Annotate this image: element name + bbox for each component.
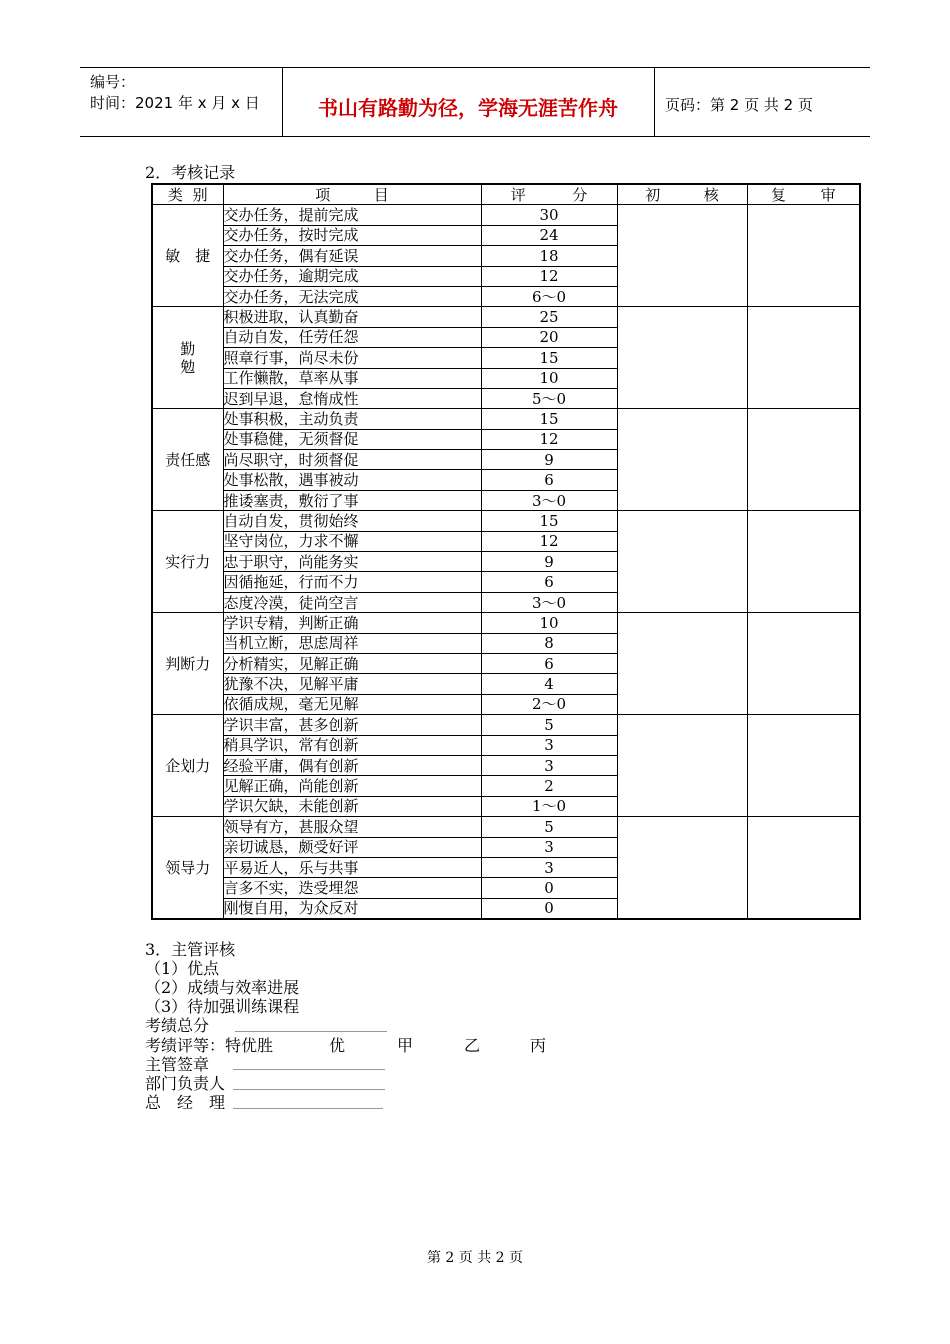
assessment-table (151, 183, 861, 920)
initial-review-cell[interactable] (617, 613, 747, 715)
dept-head-signature-line[interactable] (233, 1089, 385, 1090)
item-cell: 学识丰富，甚多创新 (223, 715, 481, 735)
item-cell: 迟到早退，怠惰成性 (223, 388, 481, 408)
final-review-cell[interactable] (747, 409, 860, 511)
final-review-cell[interactable] (747, 307, 860, 409)
table-row (152, 307, 860, 327)
score-cell: 6 (481, 572, 617, 592)
score-cell: 0 (481, 878, 617, 898)
item-cell: 工作懒散，草率从事 (223, 368, 481, 388)
header-item: 项 目 (223, 184, 481, 205)
final-review-cell[interactable] (747, 613, 860, 715)
item-cell: 分析精实，见解正确 (223, 653, 481, 673)
grade-option-2: 甲 (397, 1036, 414, 1055)
supervisor-signature-line[interactable] (233, 1069, 385, 1070)
category-cell: 领导力 (152, 817, 223, 919)
item-cell: 交办任务，偶有延误 (223, 246, 481, 266)
final-review-cell[interactable] (747, 715, 860, 817)
item-cell: 处事稳健，无须督促 (223, 429, 481, 449)
dept-head-label: 部门负责人 (145, 1074, 226, 1093)
score-cell: 20 (481, 327, 617, 347)
item-cell: 交办任务，提前完成 (223, 205, 481, 225)
section2-title: 2．考核记录 (145, 163, 236, 182)
score-cell: 6～0 (481, 286, 617, 306)
score-cell: 0 (481, 898, 617, 919)
score-cell: 24 (481, 225, 617, 245)
date-label: 时间：2021 年 x 月 x 日 (90, 94, 260, 112)
item-cell: 领导有方，甚服众望 (223, 817, 481, 837)
table-row (152, 715, 860, 735)
section3-item-1: （1）优点 (145, 959, 220, 978)
score-cell: 2～0 (481, 694, 617, 714)
grade-option-4: 丙 (530, 1036, 547, 1055)
score-cell: 12 (481, 531, 617, 551)
score-cell: 15 (481, 409, 617, 429)
category-cell: 勤 勉 (152, 307, 223, 409)
table-row (152, 205, 860, 225)
item-cell: 言多不实，迭受埋怨 (223, 878, 481, 898)
item-cell: 积极进取，认真勤奋 (223, 307, 481, 327)
score-cell: 8 (481, 633, 617, 653)
header-category: 类 别 (152, 184, 223, 205)
section3-item-3: （3）待加强训练课程 (145, 997, 300, 1016)
item-cell: 照章行事，尚尽未份 (223, 348, 481, 368)
category-cell: 责任感 (152, 409, 223, 511)
section3-item-2: （2）成绩与效率进展 (145, 978, 300, 997)
score-cell: 9 (481, 552, 617, 572)
item-cell: 坚守岗位，力求不懈 (223, 531, 481, 551)
score-cell: 3～0 (481, 490, 617, 510)
score-cell: 4 (481, 674, 617, 694)
header-initial: 初 核 (617, 184, 747, 205)
final-review-cell[interactable] (747, 511, 860, 613)
initial-review-cell[interactable] (617, 307, 747, 409)
category-cell: 敏 捷 (152, 205, 223, 307)
item-cell: 尚尽职守，时须督促 (223, 450, 481, 470)
score-cell: 12 (481, 429, 617, 449)
score-cell: 6 (481, 653, 617, 673)
item-cell: 依循成规，毫无见解 (223, 694, 481, 714)
item-cell: 态度冷漠，徒尚空言 (223, 592, 481, 612)
total-score-line[interactable] (235, 1031, 387, 1032)
grade-option-3: 乙 (464, 1036, 481, 1055)
table-row (152, 613, 860, 633)
score-cell: 30 (481, 205, 617, 225)
score-cell: 10 (481, 368, 617, 388)
initial-review-cell[interactable] (617, 817, 747, 919)
score-cell: 3 (481, 857, 617, 877)
category-cell: 实行力 (152, 511, 223, 613)
item-cell: 交办任务，无法完成 (223, 286, 481, 306)
table-row (152, 511, 860, 531)
grade-option-1: 优 (329, 1036, 346, 1055)
number-label: 编号： (90, 73, 136, 91)
item-cell: 刚愎自用，为众反对 (223, 898, 481, 919)
header-score: 评 分 (481, 184, 617, 205)
score-cell: 5 (481, 817, 617, 837)
motto: 书山有路勤为径，学海无涯苦作舟 (318, 96, 618, 120)
item-cell: 稍具学识，常有创新 (223, 735, 481, 755)
item-cell: 自动自发，任劳任怨 (223, 327, 481, 347)
section3-title: 3．主管评核 (145, 940, 236, 959)
item-cell: 当机立断，思虑周祥 (223, 633, 481, 653)
page-header (80, 67, 870, 137)
item-cell: 见解正确，尚能创新 (223, 776, 481, 796)
item-cell: 忠于职守，尚能务实 (223, 552, 481, 572)
item-cell: 自动自发，贯彻始终 (223, 511, 481, 531)
score-cell: 12 (481, 266, 617, 286)
score-cell: 2 (481, 776, 617, 796)
score-cell: 3 (481, 755, 617, 775)
category-cell: 企划力 (152, 715, 223, 817)
initial-review-cell[interactable] (617, 409, 747, 511)
gm-signature-line[interactable] (233, 1108, 383, 1109)
header-motto-cell (282, 68, 655, 136)
header-review: 复 审 (747, 184, 860, 205)
item-cell: 亲切诚恳，颇受好评 (223, 837, 481, 857)
initial-review-cell[interactable] (617, 205, 747, 307)
score-cell: 25 (481, 307, 617, 327)
score-cell: 1～0 (481, 796, 617, 816)
page-info: 页码：第 2 页 共 2 页 (665, 96, 813, 114)
header-right-cell (655, 68, 870, 136)
initial-review-cell[interactable] (617, 511, 747, 613)
grade-label: 考绩评等：特优胜 (145, 1036, 274, 1055)
item-cell: 推诿塞责，敷衍了事 (223, 490, 481, 510)
final-review-cell[interactable] (747, 817, 860, 919)
item-cell: 处事松散，遇事被动 (223, 470, 481, 490)
score-cell: 3 (481, 735, 617, 755)
score-cell: 15 (481, 348, 617, 368)
score-cell: 9 (481, 450, 617, 470)
score-cell: 18 (481, 246, 617, 266)
item-cell: 学识欠缺，未能创新 (223, 796, 481, 816)
score-cell: 5 (481, 715, 617, 735)
header-left-cell (80, 68, 283, 136)
category-cell: 判断力 (152, 613, 223, 715)
gm-label: 总 经 理 (145, 1093, 226, 1112)
score-cell: 6 (481, 470, 617, 490)
item-cell: 交办任务，按时完成 (223, 225, 481, 245)
score-cell: 3～0 (481, 592, 617, 612)
item-cell: 犹豫不决，见解平庸 (223, 674, 481, 694)
score-cell: 15 (481, 511, 617, 531)
item-cell: 平易近人，乐与共事 (223, 857, 481, 877)
item-cell: 经验平庸，偶有创新 (223, 755, 481, 775)
item-cell: 交办任务，逾期完成 (223, 266, 481, 286)
table-header-row (152, 184, 860, 205)
table-row (152, 817, 860, 837)
item-cell: 学识专精，判断正确 (223, 613, 481, 633)
item-cell: 处事积极，主动负责 (223, 409, 481, 429)
item-cell: 因循拖延，行而不力 (223, 572, 481, 592)
initial-review-cell[interactable] (617, 715, 747, 817)
final-review-cell[interactable] (747, 205, 860, 307)
table-row (152, 409, 860, 429)
score-cell: 3 (481, 837, 617, 857)
total-score-label: 考绩总分 (145, 1016, 210, 1035)
page-footer: 第 2 页 共 2 页 (426, 1250, 524, 1266)
score-cell: 10 (481, 613, 617, 633)
score-cell: 5～0 (481, 388, 617, 408)
supervisor-label: 主管签章 (145, 1055, 210, 1074)
